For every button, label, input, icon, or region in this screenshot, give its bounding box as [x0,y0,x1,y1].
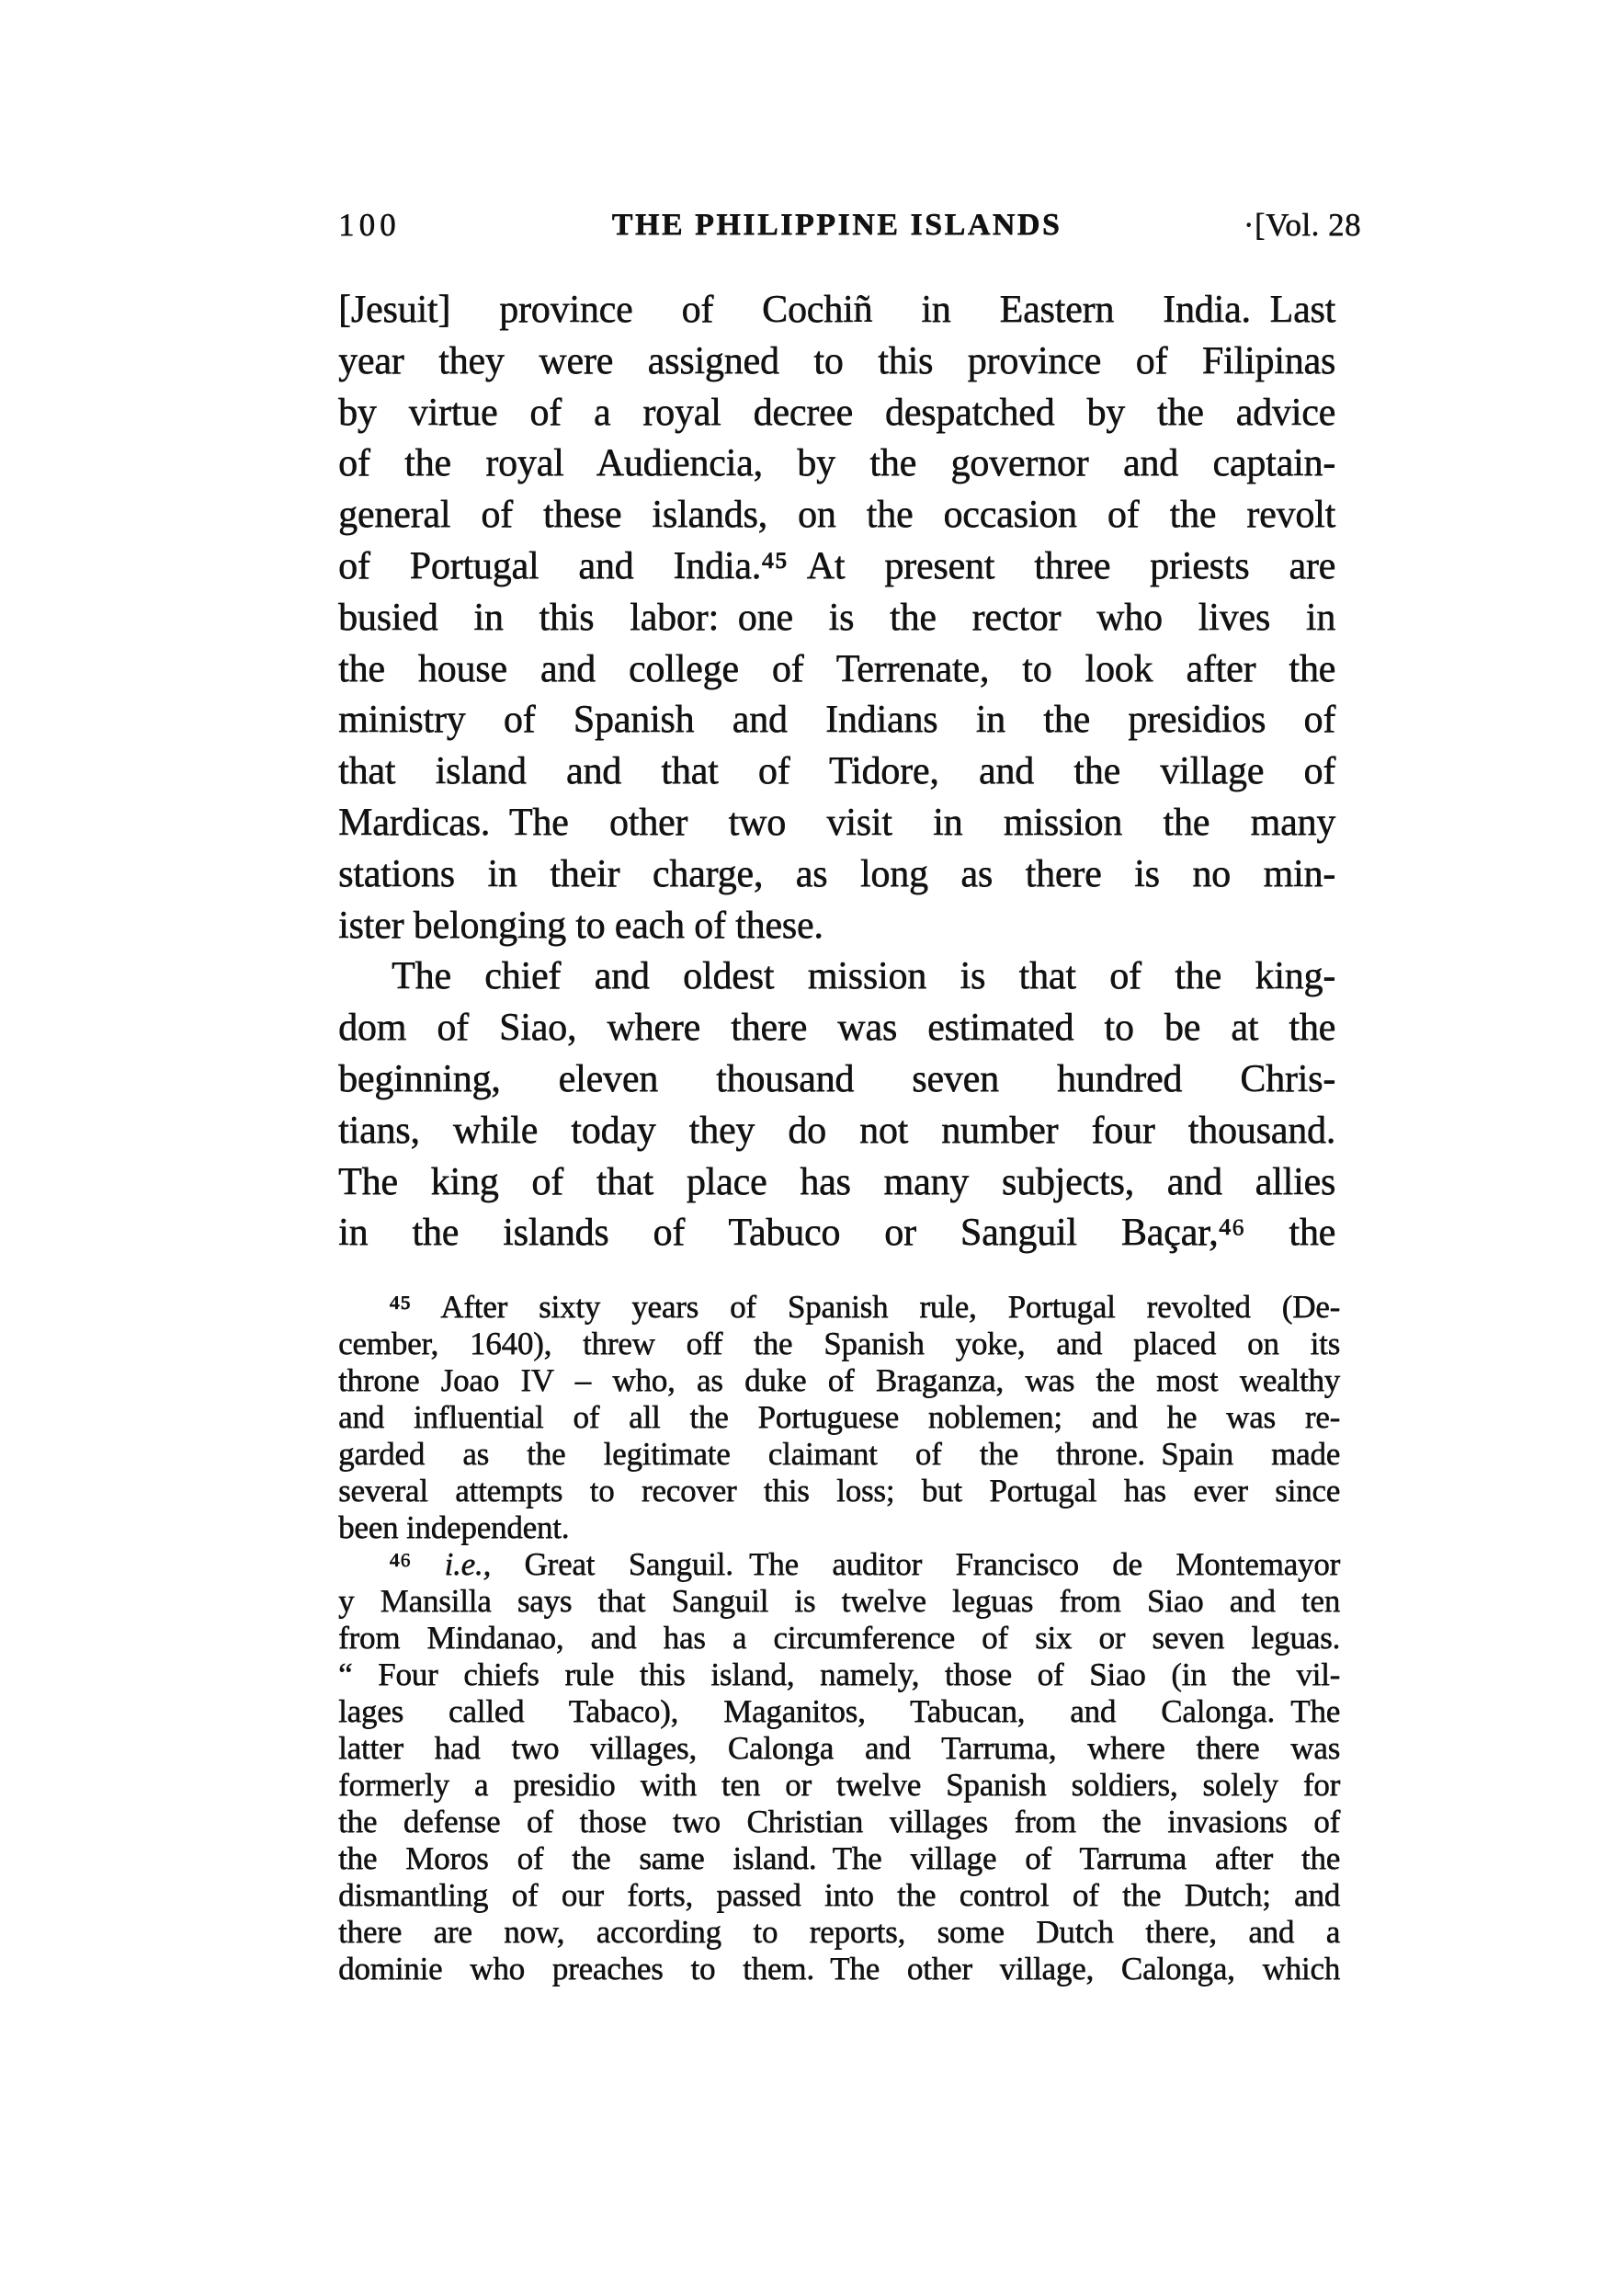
footnote-line: “ Four chiefs rule this island, namely, those of Siao (in the vil- [338,1657,1340,1692]
body-line: tians, while today they do not number four thousand. [338,1109,1335,1152]
body-line: busied in this labor: one is the rector who lives in [338,596,1335,639]
body-line: ministry of Spanish and Indians in the presidios of [338,699,1335,742]
footnote-line: garded as the legitimate claimant of the throne. Spain made [338,1436,1340,1472]
footnote-line: latter had two villages, Calonga and Tarruma, where there was [338,1730,1340,1766]
body-line: the house and college of Terrenate, to look after the [338,647,1335,690]
footnote-line: been independent. [338,1509,570,1545]
body-line: stations in their charge, as long as there is no min- [338,852,1335,895]
volume-label: ·[Vol. 28 [1243,207,1361,243]
footnote-line: several attempts to recover this loss; but Portugal has ever since [338,1473,1340,1509]
body-line: general of these islands, on the occasion of the revolt [338,494,1335,537]
footnote-line: dominie who preaches to them. The other village, Calonga, which [338,1951,1340,1987]
footnote-line: there are now, according to reports, some Dutch there, and a [338,1914,1340,1950]
body-line: Mardicas. The other two visit in mission the many [338,801,1335,844]
body-line: year they were assigned to this province of Filipinas [338,339,1335,382]
footnote-line: dismantling of our forts, passed into the control of the Dutch; and [338,1877,1340,1913]
body-line: beginning, eleven thousand seven hundred Chris- [338,1057,1335,1100]
footnote-line: throne Joao IV – who, as duke of Braganza, was the most wealthy [338,1362,1340,1398]
page-number: 100 [338,207,401,243]
body-line: [Jesuit] province of Cochiñ in Eastern India. Last [338,289,1335,331]
footnote-line: and influential of all the Portuguese noblemen; and he was re- [338,1399,1340,1435]
footnote-line: from Mindanao, and has a circumference of six or seven leguas. [338,1620,1340,1656]
body-line: in the islands of Tabuco or Sanguil Baçar,⁴⁶ the [338,1212,1335,1255]
running-title: THE PHILIPPINE ISLANDS [611,208,1062,242]
footnotes [338,1289,1340,1987]
footnote-line: lages called Tabaco), Maganitos, Tabucan, and Calonga. The [338,1693,1340,1729]
footnote-line: ⁴⁶ i.e., Great Sanguil. The auditor Francisco de Montemayor [389,1546,1340,1582]
body-line: of Portugal and India.⁴⁵ At present three priests are [338,544,1335,587]
footnote-line: cember, 1640), threw off the Spanish yoke, and placed on its [338,1326,1340,1361]
main-text [338,285,1335,1259]
body-line: by virtue of a royal decree despatched by the advice [338,391,1335,434]
footnote-line: formerly a presidio with ten or twelve Spanish soldiers, solely for [338,1767,1340,1803]
body-line: dom of Siao, where there was estimated to be at the [338,1007,1335,1050]
footnote-line: ⁴⁵ After sixty years of Spanish rule, Portugal revolted (De- [389,1289,1340,1325]
footnote-line: y Mansilla says that Sanguil is twelve leguas from Siao and ten [338,1583,1340,1619]
footnote-line: the Moros of the same island. The village of Tarruma after the [338,1840,1340,1876]
body-line: ister belonging to each of these. [338,904,823,947]
body-line: The king of that place has many subjects, and allies [338,1160,1335,1203]
footnote-line: the defense of those two Christian villages from the invasions of [338,1804,1340,1839]
body-line: The chief and oldest mission is that of the king- [392,955,1335,998]
body-line: of the royal Audiencia, by the governor and captain- [338,442,1335,485]
body-line: that island and that of Tidore, and the village of [338,750,1335,793]
